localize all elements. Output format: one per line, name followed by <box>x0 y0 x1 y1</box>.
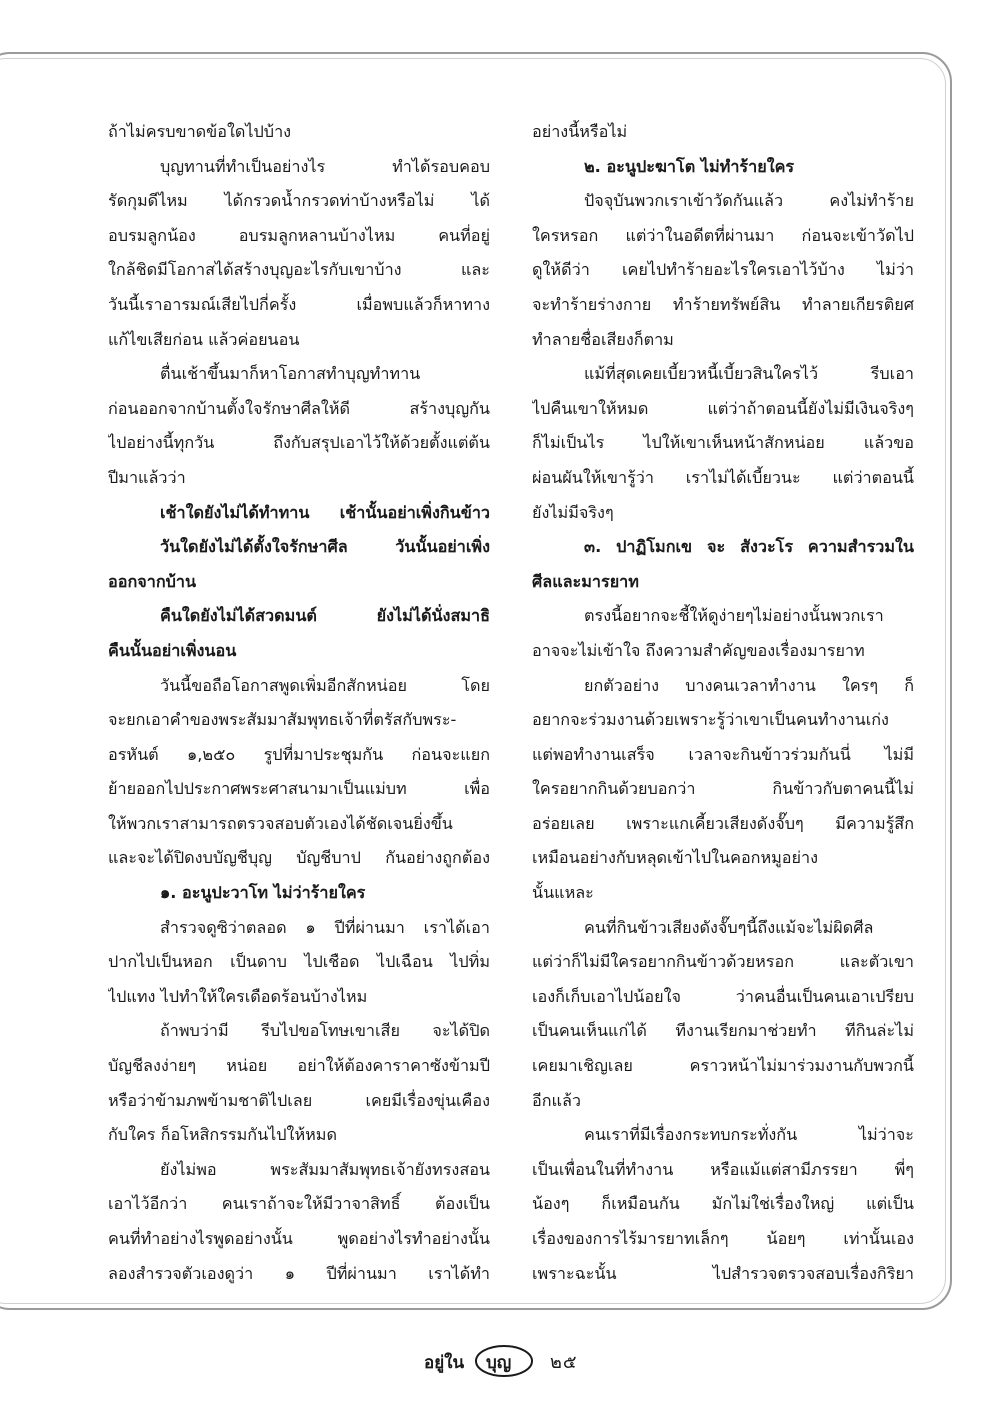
text-line: ปีมาแล้วว่า <box>108 467 186 487</box>
text-line: เหมือนอย่างกับหลุดเข้าไปในคอกหมูอย่าง <box>532 848 819 868</box>
text-line: อย่างนี้หรือไม่ <box>532 122 628 141</box>
page-number: ๒๕ <box>550 1351 578 1373</box>
text-line: กับใคร ก็อโหสิกรรมกันไปให้หมด <box>108 1125 337 1145</box>
text-line: ผ่อนผันให้เขารู้ว่า เราไม่ได้เบี้ยวนะ แต่ว่าตอนนี้ <box>532 467 914 487</box>
text-line: อบรมลูกน้อง อบรมลูกหลานบ้างไหม คนที่อยู่ <box>108 225 490 245</box>
text-line: จะทำร้ายร่างกาย ทำร้ายทรัพย์สิน ทำลายเกียรติยศ <box>532 294 914 314</box>
text-line: ไปคืนเขาให้หมด แต่ว่าถ้าตอนนี้ยังไม่มีเงินจริงๆ <box>532 398 914 418</box>
text-line: วันใดยังไม่ได้ตั้งใจรักษาศีล วันนั้นอย่าเพิ่ง <box>160 537 490 557</box>
text-line: วันนี้ขอถือโอกาสพูดเพิ่มอีกสักหน่อย โดย <box>160 675 490 695</box>
text-line: อรหันต์ ๑,๒๕๐ รูปที่มาประชุมกัน ก่อนจะแยก <box>108 744 490 764</box>
text-line: ย้ายออกไปประกาศพระศาสนามาเป็นแม่บท เพื่อ <box>108 779 490 799</box>
text-line: แก้ไขเสียก่อน แล้วค่อยนอน <box>108 329 300 349</box>
text-line: ไปอย่างนี้ทุกวัน ถึงกับสรุปเอาไว้ให้ด้วยตั้งแต่ต้น <box>108 433 490 453</box>
text-line: ก็ไม่เป็นไร ไปให้เขาเห็นหน้าสักหน่อย แล้วขอ <box>532 433 914 453</box>
text-line: ๓. ปาฏิโมกเข จะ สังวะโร ความสำรวมใน <box>584 537 914 557</box>
page-footer <box>418 1343 578 1379</box>
text-line: ยังไม่มีจริงๆ <box>532 502 614 522</box>
text-line: คนที่กินข้าวเสียงดังจั๊บๆนี้ถึงแม้จะไม่ผิดศีล <box>584 917 874 937</box>
text-line: ทำลายชื่อเสียงก็ตาม <box>532 329 674 349</box>
text-line: เอาไว้อีกว่า คนเราถ้าจะให้มีวาจาสิทธิ์ ต้องเป็น <box>108 1194 490 1214</box>
text-line: ใครอยากกินด้วยบอกว่า กินข้าวกับตาคนนี้ไม่ <box>532 779 914 799</box>
text-line: คืนนั้นอย่าเพิ่งนอน <box>108 640 237 660</box>
text-line: ก่อนออกจากบ้านตั้งใจรักษาศีลให้ดี สร้างบุญกัน <box>108 398 490 418</box>
text-line: ไปแทง ไปทำให้ใครเดือดร้อนบ้างไหม <box>108 986 368 1006</box>
text-line: ลองสำรวจตัวเองดูว่า ๑ ปีที่ผ่านมา เราได้ทำ <box>108 1263 490 1283</box>
text-line: ๒. อะนูปะฆาโต ไม่ทำร้ายใคร <box>584 156 795 176</box>
text-line: บุญทานที่ทำเป็นอย่างไร ทำได้รอบคอบ <box>160 156 490 176</box>
text-line: รัดกุมดีไหม ได้กรวดน้ำกรวดท่าบ้างหรือไม่ ได้ <box>108 191 490 211</box>
text-line: แม้ที่สุดเคยเบี้ยวหนี้เบี้ยวสินใครไว้ รีบเอา <box>584 364 914 384</box>
text-line: อีกแล้ว <box>532 1090 581 1110</box>
text-line: แต่พอทำงานเสร็จ เวลาจะกินข้าวร่วมกันนี่ ไม่มี <box>532 744 914 764</box>
text-line: จะยกเอาคำของพระสัมมาสัมพุทธเจ้าที่ตรัสกับพระ- <box>108 710 457 730</box>
text-line: และจะได้ปิดงบบัญชีบุญ บัญชีบาป กันอย่างถูกต้อง <box>108 848 490 868</box>
text-line: เคยมาเชิญเลย คราวหน้าไม่มาร่วมงานกับพวกนี้ <box>532 1056 914 1076</box>
text-line: อร่อยเลย เพราะแกเคี้ยวเสียงดังจั๊บๆ มีความรู้สึก <box>532 813 914 833</box>
text-line: อาจจะไม่เข้าใจ ถึงความสำคัญของเรื่องมารยาท <box>532 640 865 660</box>
text-line: แต่ว่าก็ไม่มีใครอยากกินข้าวด้วยหรอก และตัวเขา <box>532 952 914 972</box>
text-line: เช้าใดยังไม่ได้ทำทาน เช้านั้นอย่าเพิ่งกินข้าว <box>160 502 490 522</box>
text-line: น้องๆ ก็เหมือนกัน มักไม่ใช่เรื่องใหญ่ แต่เป็น <box>532 1194 914 1214</box>
text-line: วันนี้เราอารมณ์เสียไปกี่ครั้ง เมื่อพบแล้วก็หาทาง <box>108 294 490 314</box>
text-line: คนเราที่มีเรื่องกระทบกระทั่งกัน ไม่ว่าจะ <box>584 1125 914 1145</box>
text-line: เป็นเพื่อนในที่ทำงาน หรือแม้แต่สามีภรรยา พี่ๆ <box>532 1159 914 1179</box>
text-line: หรือว่าข้ามภพข้ามชาติไปเลย เคยมีเรื่องขุ่นเคือง <box>108 1090 490 1110</box>
text-line: ใกล้ชิดมีโอกาสได้สร้างบุญอะไรกับเขาบ้าง และ <box>108 260 490 280</box>
text-line: ยังไม่พอ พระสัมมาสัมพุทธเจ้ายังทรงสอน <box>160 1159 490 1179</box>
text-line: ตรงนี้อยากจะชี้ให้ดูง่ายๆไม่อย่างนั้นพวกเรา <box>584 606 884 626</box>
logo-text-1: อยู่ใน <box>424 1353 465 1373</box>
text-line: ถ้าไม่ครบขาดข้อใดไปบ้าง <box>108 122 292 141</box>
logo-text-2: บุญ <box>486 1353 512 1373</box>
text-line: ปัจจุบันพวกเราเข้าวัดกันแล้ว คงไม่ทำร้าย <box>584 191 914 211</box>
text-line: ๑. อะนูปะวาโท ไม่ว่าร้ายใคร <box>160 883 366 903</box>
text-line: เพราะฉะนั้น ไปสำรวจตรวจสอบเรื่องกิริยา <box>532 1263 914 1283</box>
text-line: ยกตัวอย่าง บางคนเวลาทำงาน ใครๆ ก็ <box>584 675 914 695</box>
text-line: คืนใดยังไม่ได้สวดมนต์ ยังไม่ได้นั่งสมาธิ <box>160 606 490 626</box>
text-line: เองก็เก็บเอาไปน้อยใจ ว่าคนอื่นเป็นคนเอาเปรียบ <box>532 986 914 1006</box>
text-line: ตื่นเช้าขึ้นมาก็หาโอกาสทำบุญทำทาน <box>160 364 421 384</box>
text-line: ให้พวกเราสามารถตรวจสอบตัวเองได้ชัดเจนยิ่งขึ้น <box>108 813 453 833</box>
text-line: ปากไปเป็นหอก เป็นดาบ ไปเชือด ไปเฉือน ไปทิ่ม <box>108 952 490 972</box>
text-line: เรื่องของการไร้มารยาทเล็กๆ น้อยๆ เท่านั้นเอง <box>532 1229 914 1248</box>
text-line: คนที่ทำอย่างไรพูดอย่างนั้น พูดอย่างไรทำอย่างนั้น <box>108 1229 490 1248</box>
left-column <box>108 115 490 1291</box>
right-column <box>532 115 914 1291</box>
text-line: ดูให้ดีว่า เคยไปทำร้ายอะไรใครเอาไว้บ้าง ไม่ว่า <box>532 260 914 280</box>
text-line: ถ้าพบว่ามี รีบไปขอโทษเขาเสีย จะได้ปิด <box>160 1021 490 1041</box>
text-line: ออกจากบ้าน <box>108 571 197 591</box>
text-line: สำรวจดูซิว่าตลอด ๑ ปีที่ผ่านมา เราได้เอา <box>160 917 490 937</box>
text-line: ศีลและมารยาท <box>532 571 639 591</box>
text-line: ใครหรอก แต่ว่าในอดีตที่ผ่านมา ก่อนจะเข้าวัดไป <box>532 225 914 245</box>
text-line: นั้นแหละ <box>532 883 594 903</box>
magazine-logo <box>418 1343 546 1379</box>
text-line: บัญชีลงง่ายๆ หน่อย อย่าให้ต้องคาราคาซังข้ามปี <box>108 1056 490 1076</box>
text-line: เป็นคนเห็นแก่ได้ ทีงานเรียกมาช่วยทำ ทีกินล่ะไม่ <box>532 1021 914 1041</box>
text-line: อยากจะร่วมงานด้วยเพราะรู้ว่าเขาเป็นคนทำงานเก่ง <box>532 710 889 730</box>
